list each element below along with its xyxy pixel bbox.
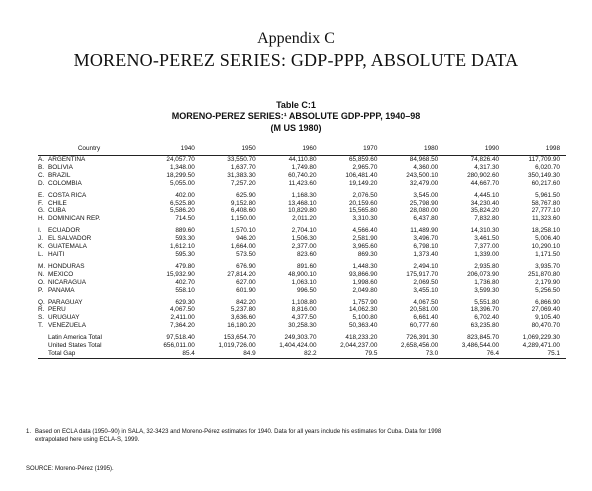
row-value: 15,932.90 [166, 270, 195, 278]
row-value: 1,448.30 [352, 262, 378, 270]
row-value: 79.5 [323, 350, 384, 358]
row-value: 1,150.00 [230, 215, 256, 223]
row-value: 30,258.30 [288, 322, 317, 330]
row-value: 8,816.00 [291, 306, 317, 314]
table-row [38, 180, 566, 188]
footnote-text: Based on ECLA data (1950–90) in SALA, 32-3423 and Moreno-Pérez estimates for 1940. Data for all years include his estimates for Cuba. Data for 1998 extrapolated here using ECLA-S, 1999. [35, 429, 442, 443]
row-value: 14,062.30 [348, 306, 378, 314]
row-value: 2,377.00 [291, 243, 317, 251]
row-value: 996.50 [297, 286, 317, 294]
row-value: 676.90 [236, 262, 256, 270]
row-letter: F. [38, 199, 43, 207]
row-value: 20,581.00 [409, 306, 439, 314]
row-value: 6,798.10 [413, 243, 439, 251]
table-row [38, 314, 566, 322]
row-letter: N. [38, 270, 45, 278]
row-value: 629.30 [175, 298, 195, 306]
table-row [38, 188, 566, 200]
row-value: 3,461.50 [474, 235, 500, 243]
row-value: 3,486,544.00 [461, 342, 500, 350]
row-value: 402.70 [175, 278, 195, 286]
row-value: 280,902.60 [467, 171, 500, 179]
column-header-country: Country [38, 143, 140, 156]
row-value: 2,411.00 [170, 314, 195, 322]
row-country: COSTA RICA [48, 191, 87, 199]
row-value: 1,168.30 [291, 191, 317, 199]
row-country: DOMINICAN REP. [48, 215, 101, 223]
row-value: 10,290.10 [531, 243, 560, 251]
row-value: 1,404,424.00 [279, 342, 317, 350]
row-letter: Q. [38, 298, 45, 306]
row-value: 479.80 [175, 262, 195, 270]
row-value: 93,866.90 [348, 270, 378, 278]
table-row [38, 342, 566, 350]
row-value: 2,011.20 [292, 215, 317, 223]
row-value: 63,235.80 [470, 322, 500, 330]
column-header-year: 1998 [505, 143, 566, 156]
row-value: 206,073.90 [467, 270, 500, 278]
row-value: 13,468.10 [288, 199, 317, 207]
row-value: 2,658,456.00 [400, 342, 439, 350]
row-value: 11,423.60 [288, 179, 317, 187]
row-value: 6,702.40 [474, 314, 500, 322]
row-value: 2,935.80 [474, 262, 500, 270]
row-value: 1,108.80 [291, 298, 317, 306]
table-row [38, 156, 566, 164]
table-subtitle: (M US 1980) [270, 123, 322, 133]
row-value: 97,518.40 [166, 334, 195, 342]
row-value: 1,736.80 [474, 278, 500, 286]
row-country: EL SALVADOR [48, 235, 92, 243]
row-country: GUATEMALA [48, 243, 87, 251]
row-value: 3,496.70 [413, 235, 439, 243]
row-value: 65,859.60 [348, 156, 378, 163]
row-value: 402.00 [175, 191, 195, 199]
row-value: 4,566.40 [352, 227, 378, 235]
table-row [38, 200, 566, 208]
table-row [38, 259, 566, 271]
row-value: 6,866.90 [535, 298, 560, 306]
column-header-year: 1950 [201, 143, 262, 156]
row-value: 1,373.40 [413, 250, 439, 258]
row-value: 1,749.80 [291, 163, 317, 171]
row-value: 3,965.60 [352, 243, 378, 251]
row-value: 106,481.40 [345, 171, 378, 179]
row-value: 558.10 [175, 286, 195, 294]
row-value: 5,006.40 [535, 235, 560, 243]
row-value: 726,391.30 [406, 334, 439, 342]
row-value: 627.00 [236, 278, 256, 286]
row-value: 34,230.40 [470, 199, 500, 207]
row-letter: S. [38, 314, 45, 322]
row-value: 5,256.50 [535, 286, 560, 294]
row-value: 1,019,726.00 [218, 342, 256, 350]
row-letter: P. [38, 286, 44, 294]
row-value: 31,383.30 [227, 171, 256, 179]
row-value: 2,704.10 [291, 227, 317, 235]
row-value: 1,637.70 [230, 163, 256, 171]
row-letter: M. [38, 262, 46, 270]
row-value: 1,348.00 [169, 163, 195, 171]
row-value: 5,961.50 [535, 191, 560, 199]
row-value: 3,310.30 [352, 215, 378, 223]
row-value: 7,364.20 [169, 322, 195, 330]
row-value: 35,824.20 [470, 207, 500, 215]
table-row [38, 350, 566, 358]
row-country: PANAMA [48, 286, 75, 294]
row-value: 601.90 [236, 286, 256, 294]
row-value: 175,917.70 [406, 270, 439, 278]
row-letter [38, 350, 48, 358]
row-country: HAITI [48, 250, 65, 258]
row-value: 4,067.50 [413, 298, 439, 306]
row-value: 153,654.70 [223, 334, 256, 342]
row-value: 2,076.50 [352, 191, 378, 199]
row-letter: K. [38, 243, 45, 251]
row-value: 5,551.80 [474, 298, 500, 306]
row-country: PERU [48, 306, 66, 314]
row-value: 11,489.90 [410, 227, 439, 235]
table-row [38, 322, 566, 330]
row-value: 3,599.30 [474, 286, 500, 294]
row-country: BRAZIL [48, 171, 71, 179]
row-value: 4,067.50 [169, 306, 195, 314]
row-value: 75.1 [505, 350, 566, 358]
row-value: 842.20 [236, 298, 256, 306]
row-value: 1,612.10 [169, 243, 195, 251]
row-value: 2,044,237.00 [340, 342, 378, 350]
appendix-label: Appendix C [257, 30, 335, 47]
row-value: 656,011.00 [163, 342, 195, 350]
table-row [38, 330, 566, 342]
row-value: 1,063.10 [291, 278, 317, 286]
row-value: 2,965.70 [352, 163, 378, 171]
row-value: 2,069.50 [413, 278, 439, 286]
row-value: 9,105.40 [535, 314, 560, 322]
row-value: 14,310.30 [470, 227, 500, 235]
page-title: MORENO-PEREZ SERIES: GDP-PPP, ABSOLUTE DATA [73, 50, 519, 70]
row-value: 27,069.40 [531, 306, 560, 314]
row-value: 44,110.80 [288, 156, 317, 163]
row-value: 27,777.10 [531, 207, 560, 215]
column-header-year: 1940 [140, 143, 201, 156]
row-value: 823,845.70 [467, 334, 500, 342]
row-value: 18,396.70 [470, 306, 500, 314]
row-value: 243,500.10 [406, 171, 439, 179]
row-country: ARGENTINA [48, 156, 86, 163]
row-value: 18,299.50 [166, 171, 195, 179]
row-value: 33,550.70 [227, 156, 256, 163]
table-row [38, 271, 566, 279]
table-row [38, 279, 566, 287]
row-value: 4,445.10 [474, 191, 500, 199]
row-country: Latin America Total [48, 334, 102, 342]
table-row [38, 306, 566, 314]
row-value: 7,257.20 [230, 179, 256, 187]
row-value: 573.50 [236, 250, 256, 258]
row-value: 58,767.80 [531, 199, 560, 207]
row-value: 625.90 [236, 191, 256, 199]
row-value: 6,408.60 [230, 207, 256, 215]
row-country: URUGUAY [48, 314, 80, 322]
column-header-year: 1980 [383, 143, 444, 156]
table-row [38, 215, 566, 223]
table-row [38, 172, 566, 180]
row-value: 4,377.50 [291, 314, 317, 322]
row-value: 50,363.40 [348, 322, 378, 330]
row-value: 20,159.60 [348, 199, 378, 207]
row-value: 18,258.10 [531, 227, 560, 235]
row-value: 1,570.10 [230, 227, 256, 235]
table-row [38, 207, 566, 215]
row-letter: G. [38, 207, 45, 215]
row-value: 25,798.90 [409, 199, 439, 207]
row-country: MEXICO [48, 270, 74, 278]
row-value: 1,069,229.30 [522, 334, 560, 342]
row-letter [38, 342, 48, 350]
table-row [38, 235, 566, 243]
row-value: 5,237.80 [230, 306, 256, 314]
row-letter: R. [38, 306, 45, 314]
column-header-year: 1970 [323, 143, 384, 156]
row-value: 74,826.40 [470, 156, 500, 163]
row-letter: J. [38, 235, 43, 243]
row-value: 249,303.70 [284, 334, 317, 342]
row-value: 48,900.10 [288, 270, 317, 278]
row-value: 117,709.90 [528, 156, 560, 163]
table-row [38, 243, 566, 251]
row-value: 6,525.80 [169, 199, 195, 207]
row-value: 595.30 [175, 250, 195, 258]
row-value: 85.4 [140, 350, 201, 358]
row-value: 946.20 [236, 235, 256, 243]
row-country: United States Total [48, 342, 102, 350]
row-value: 5,586.20 [169, 207, 195, 215]
row-letter: T. [38, 322, 43, 330]
column-header-year: 1990 [444, 143, 505, 156]
row-value: 1,998.60 [352, 278, 378, 286]
row-value: 823.60 [297, 250, 317, 258]
row-value: 889.60 [175, 227, 195, 235]
row-value: 4,360.00 [413, 163, 439, 171]
footnote-mark: 1. [26, 429, 32, 435]
row-letter: E. [38, 191, 45, 199]
source-note: SOURCE: Moreno-Pérez (1995). [26, 466, 114, 472]
row-value: 4,289,471.00 [522, 342, 560, 350]
row-value: 1,757.90 [352, 298, 378, 306]
row-value: 418,233.20 [345, 334, 378, 342]
row-value: 7,377.00 [474, 243, 500, 251]
row-value: 44,667.70 [470, 179, 500, 187]
row-value: 2,049.80 [352, 286, 378, 294]
row-value: 19,149.20 [348, 179, 378, 187]
row-value: 251,870.80 [528, 270, 560, 278]
row-letter: B. [38, 163, 45, 171]
row-value: 2,494.10 [413, 262, 439, 270]
row-value: 76.4 [444, 350, 505, 358]
table-row [38, 164, 566, 172]
row-value: 5,100.80 [352, 314, 378, 322]
row-value: 24,057.70 [166, 156, 195, 163]
gdp-data-table [38, 143, 566, 359]
row-country: ECUADOR [48, 227, 80, 235]
row-value: 891.60 [297, 262, 317, 270]
row-value: 84,968.50 [409, 156, 439, 163]
row-value: 4,317.30 [474, 163, 500, 171]
row-value: 1,664.00 [230, 243, 256, 251]
footnote [26, 429, 456, 444]
row-value: 714.50 [175, 215, 195, 223]
row-value: 3,935.70 [535, 262, 560, 270]
table-body [38, 156, 566, 359]
row-value: 1,506.30 [291, 235, 317, 243]
row-value: 593.30 [175, 235, 195, 243]
row-value: 350,149.30 [528, 171, 560, 179]
row-value: 1,339.00 [474, 250, 500, 258]
row-country: CUBA [48, 207, 66, 215]
row-value: 10,829.80 [288, 207, 317, 215]
row-value: 3,636.60 [230, 314, 256, 322]
row-letter: A. [38, 156, 45, 163]
row-letter: C. [38, 171, 45, 179]
row-value: 60,740.20 [288, 171, 317, 179]
row-country: COLOMBIA [48, 179, 82, 187]
table-row [38, 295, 566, 307]
row-value: 2,179.90 [535, 278, 560, 286]
table-row [38, 223, 566, 235]
row-value: 3,455.10 [413, 286, 439, 294]
row-value: 27,814.20 [227, 270, 256, 278]
column-header-year: 1960 [262, 143, 323, 156]
row-country: PARAGUAY [48, 298, 83, 306]
row-country: VENEZUELA [48, 322, 87, 330]
row-value: 32,479.00 [409, 179, 439, 187]
row-value: 7,832.80 [474, 215, 500, 223]
row-value: 1,171.50 [535, 250, 560, 258]
row-country: Total Gap [48, 350, 140, 358]
row-value: 84.9 [201, 350, 262, 358]
table-label: Table C:1 [276, 100, 316, 110]
row-value: 16,180.20 [227, 322, 256, 330]
row-value: 6,661.40 [413, 314, 439, 322]
row-country: CHILE [48, 199, 67, 207]
row-country: HONDURAS [48, 262, 85, 270]
row-value: 5,055.00 [169, 179, 195, 187]
table-row [38, 251, 566, 259]
row-letter: D. [38, 179, 45, 187]
row-value: 2,581.90 [352, 235, 378, 243]
row-value: 73.0 [383, 350, 444, 358]
row-value: 6,437.80 [413, 215, 439, 223]
row-letter: L. [38, 250, 44, 258]
row-value: 80,470.70 [531, 322, 560, 330]
row-value: 60,777.60 [409, 322, 439, 330]
row-value: 3,545.00 [413, 191, 439, 199]
row-value: 11,323.60 [532, 215, 560, 223]
row-letter: H. [38, 215, 45, 223]
row-country: BOLIVIA [48, 163, 73, 171]
row-value: 28,080.00 [409, 207, 439, 215]
row-value: 6,020.70 [535, 163, 560, 171]
row-country: NICARAGUA [48, 278, 86, 286]
row-value: 60,217.60 [531, 179, 560, 187]
row-value: 82.2 [262, 350, 323, 358]
row-letter [38, 330, 48, 342]
row-value: 9,152.80 [230, 199, 256, 207]
table-title: MORENO-PEREZ SERIES:¹ ABSOLUTE GDP-PPP, 1940–98 [171, 111, 421, 121]
row-value: 869.30 [357, 250, 378, 258]
table-row [38, 287, 566, 295]
row-value: 15,565.80 [348, 207, 378, 215]
row-letter: I. [38, 227, 42, 235]
row-letter: O. [38, 278, 45, 286]
table-header-row [38, 143, 566, 156]
